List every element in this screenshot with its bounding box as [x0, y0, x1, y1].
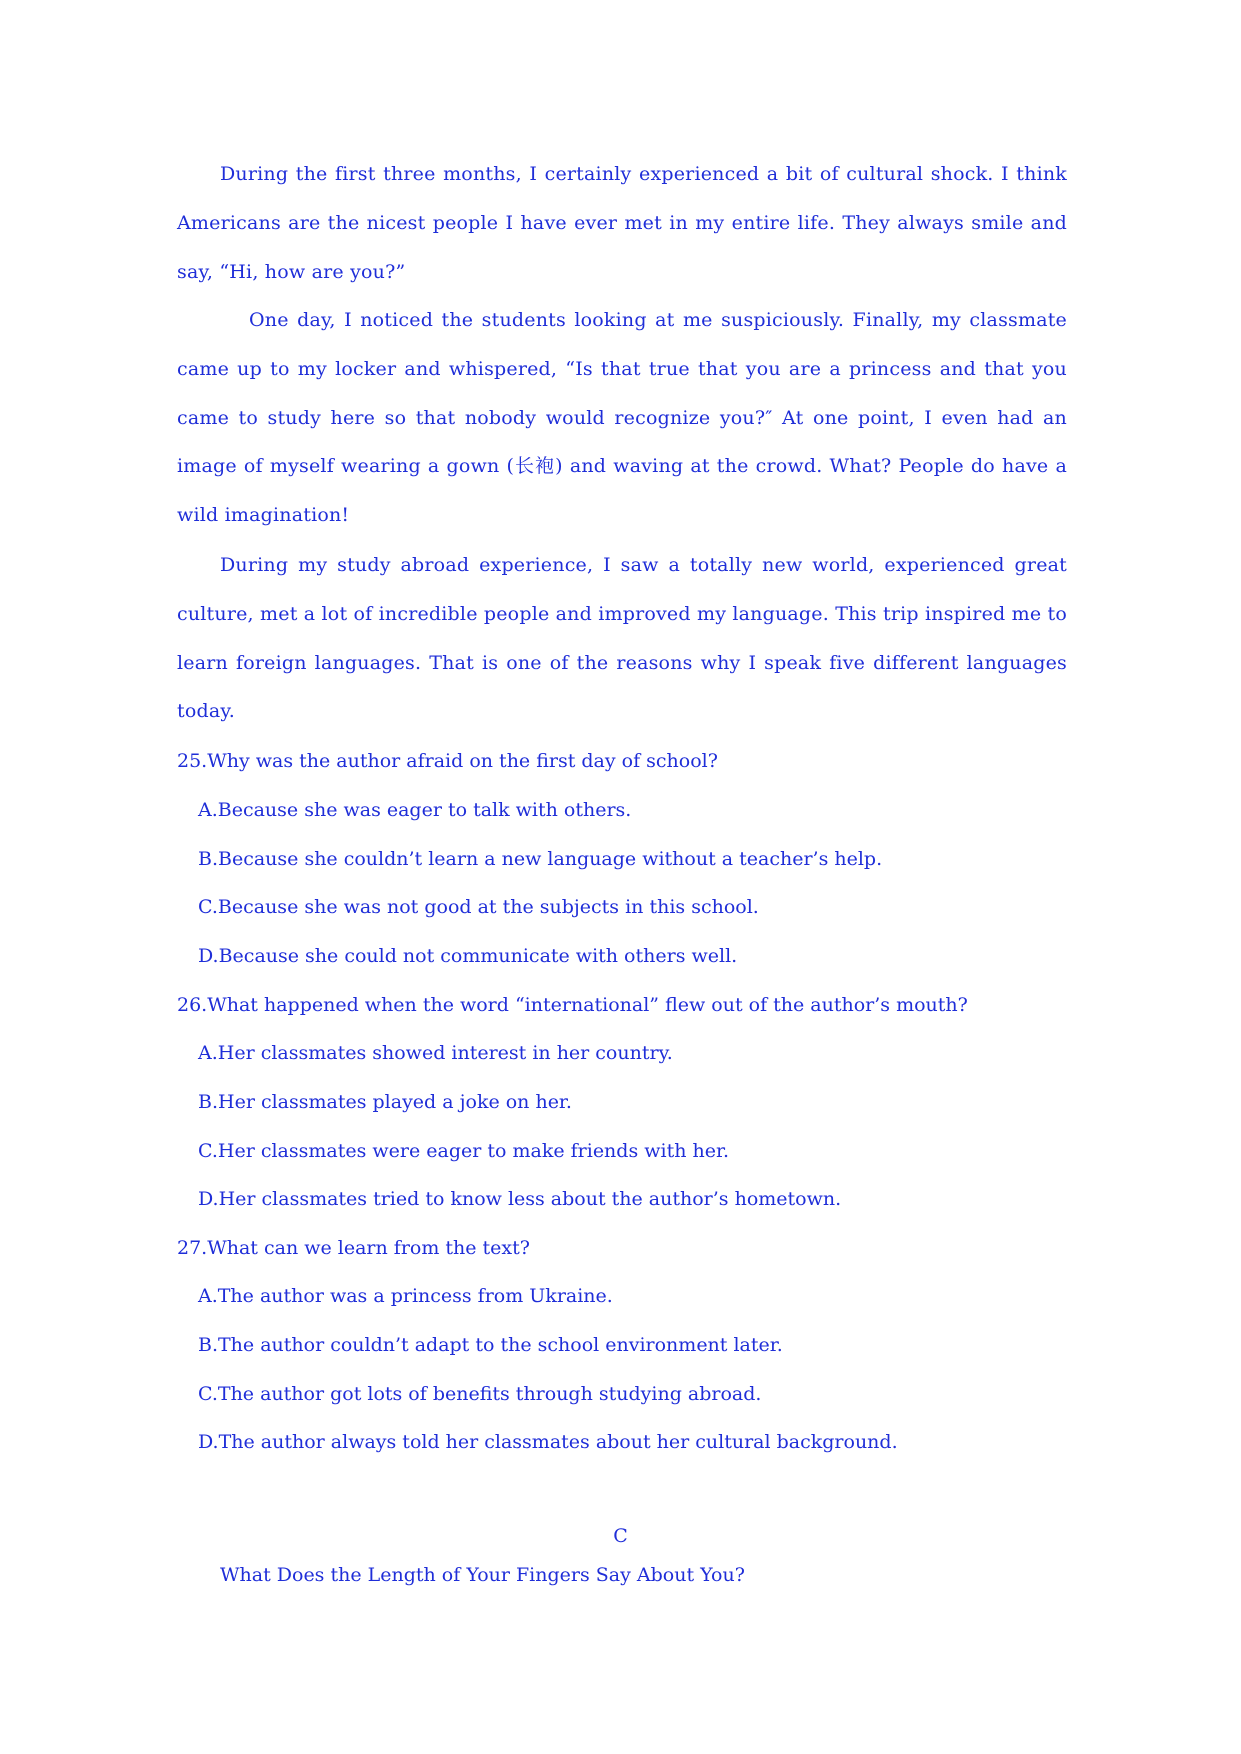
question-27-option-d: D.The author always told her classmates about her cultural background. [198, 1431, 898, 1453]
section-letter: C [613, 1525, 628, 1547]
question-26-option-d: D.Her classmates tried to know less about the author’s hometown. [198, 1188, 842, 1210]
section-title: What Does the Length of Your Fingers Say About You? [220, 1564, 745, 1586]
passage-paragraph-1: During the first three months, I certainly experienced a bit of cultural shock. I think Americans are the nicest people I have ever met in my entire life. They always smile and say, “Hi, how are you?” [177, 163, 1067, 283]
passage-paragraph-3: During my study abroad experience, I saw a totally new world, experienced great culture, met a lot of incredible people and improved my language. This trip inspired me to learn foreign languages. That is one of the reasons why I speak five different languages today. [177, 554, 1067, 723]
question-26-option-b: B.Her classmates played a joke on her. [198, 1091, 572, 1113]
question-27-stem: 27.What can we learn from the text? [177, 1237, 530, 1259]
question-26-option-c: C.Her classmates were eager to make friends with her. [198, 1140, 730, 1162]
question-26-option-a: A.Her classmates showed interest in her country. [198, 1042, 673, 1064]
question-25-option-c: C.Because she was not good at the subjects in this school. [198, 896, 759, 918]
question-27-option-c: C.The author got lots of benefits through studying abroad. [198, 1383, 762, 1405]
question-27-option-a: A.The author was a princess from Ukraine. [198, 1285, 613, 1307]
question-26-stem: 26.What happened when the word “international” flew out of the author’s mouth? [177, 994, 968, 1016]
question-27-option-b: B.The author couldn’t adapt to the school environment later. [198, 1334, 783, 1356]
question-25-option-b: B.Because she couldn’t learn a new language without a teacher’s help. [198, 848, 883, 870]
question-25-option-a: A.Because she was eager to talk with others. [198, 799, 632, 821]
passage-paragraph-2: One day, I noticed the students looking at me suspiciously. Finally, my classmate came up to my locker and whispered, “Is that true that you are a princess and that you came to study here so that nobody would recognize you?″ At one point, I even had an image of myself wearing a gown (长袍) and waving at the crowd. What? People do have a wild imagination! [177, 309, 1067, 527]
question-25-stem: 25.Why was the author afraid on the first day of school? [177, 750, 718, 772]
question-25-option-d: D.Because she could not communicate with others well. [198, 945, 738, 967]
